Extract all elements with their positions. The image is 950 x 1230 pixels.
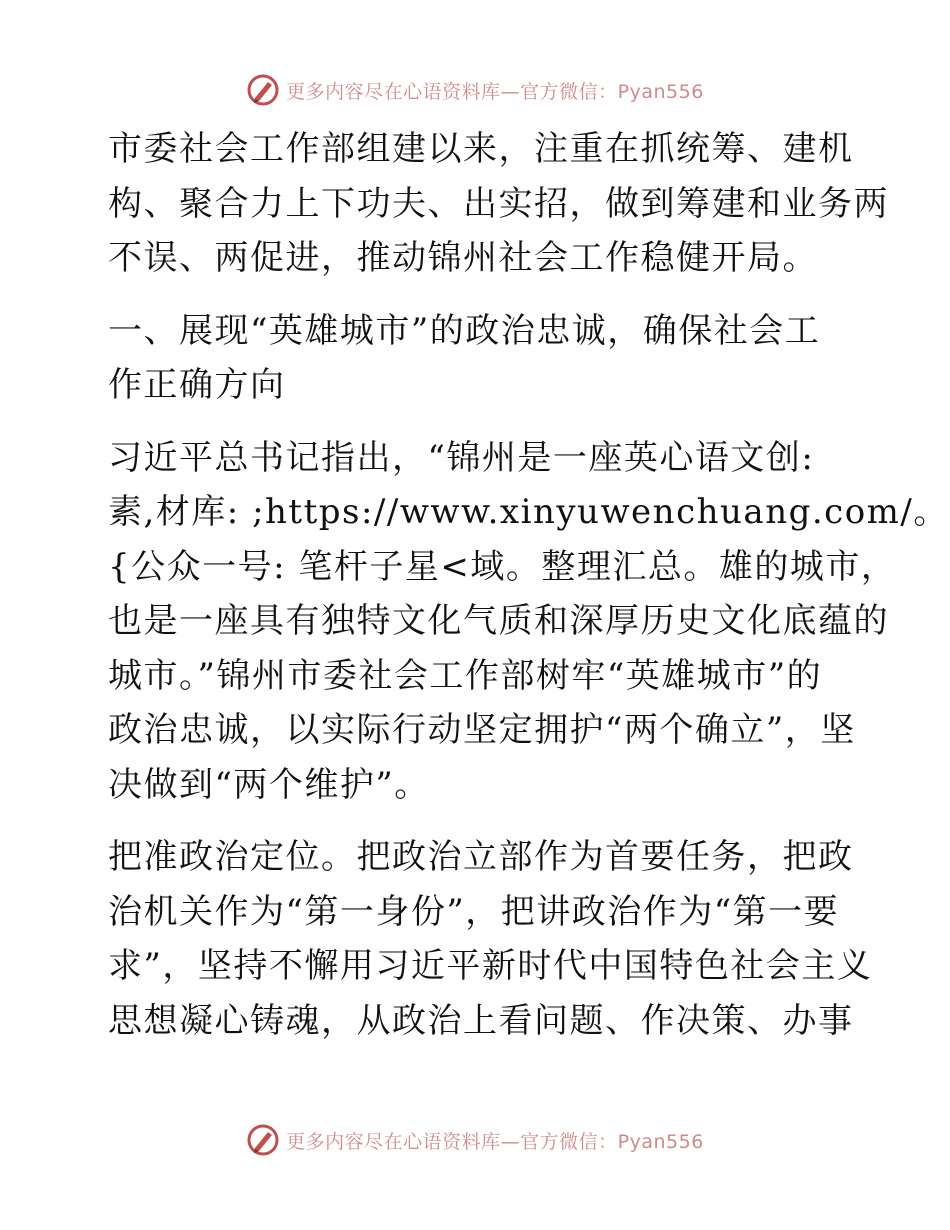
text-line: 治机关作为“第一身份”，把讲政治作为“第一要 [108, 891, 840, 932]
text-line: 一、展现“英雄城市”的政治忠诚，确保社会工 [108, 310, 821, 351]
footer-watermark-banner [0, 1120, 950, 1160]
text-line: 求”，坚持不懈用习近平新时代中国特色社会主义 [108, 946, 873, 986]
text-line: 政治忠诚，以实际行动坚定拥护“两个确立”，坚 [108, 710, 856, 750]
footer-watermark-text: 更多内容尽在心语资料库—官方微信：Pyan556 [286, 1130, 704, 1153]
text-line: 城市。”锦州市委社会工作部树牢“英雄城市”的 [108, 655, 823, 696]
document-body [98, 122, 949, 1066]
text-line: 素,材库: ;https://www.xinyuwenchuang.com/。 [108, 492, 949, 532]
text-line: 决做到“两个维护”。 [108, 764, 430, 805]
text-line: 思想凝心铸魂，从政治上看问题、作决策、办事 [108, 1000, 854, 1041]
paragraph-quote [98, 431, 949, 813]
paragraph-political-positioning [98, 830, 873, 1048]
section-heading [98, 304, 858, 413]
header-watermark-banner [0, 70, 950, 110]
text-line: 市委社会工作部组建以来，注重在抓统筹、建机 [108, 129, 854, 169]
text-line: 把准政治定位。把政治立部作为首要任务，把政 [108, 837, 854, 877]
text-line: 也是一座具有独特文化气质和深厚历史文化底蕴的 [108, 601, 889, 641]
text-line: 构、聚合力上下功夫、出实招，做到筹建和业务两 [108, 183, 889, 224]
text-line: 作正确方向 [108, 365, 286, 405]
text-line: 不误、两促进，推动锦州社会工作稳健开局。 [108, 238, 818, 278]
pen-logo-icon [246, 73, 280, 107]
text-line: 习近平总书记指出，“锦州是一座英心语文创: [108, 437, 815, 478]
pen-logo-icon [246, 1123, 280, 1157]
header-watermark-text: 更多内容尽在心语资料库—官方微信：Pyan556 [286, 80, 704, 103]
text-line: {公众一号: 笔杆子星<域。整理汇总。雄的城市， [108, 546, 897, 587]
paragraph-intro [98, 122, 889, 286]
